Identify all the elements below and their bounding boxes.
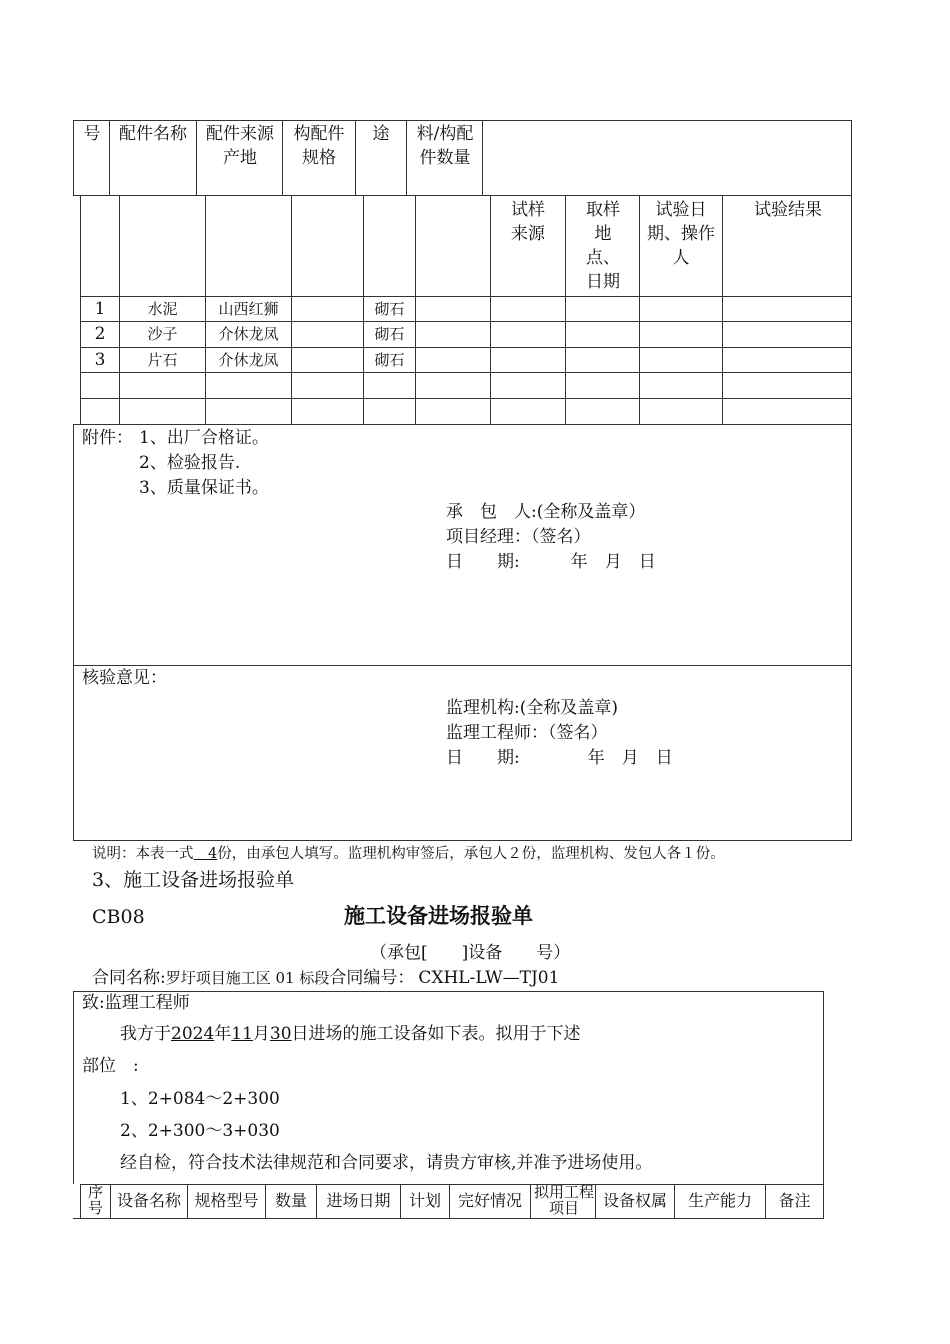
attachments-label: 附件： xyxy=(82,428,133,448)
supervision-org: 监理机构:(全称及盖章) xyxy=(446,698,618,718)
entry-month: 11 xyxy=(231,1024,253,1044)
project-manager-signature: 项目经理：（签名） xyxy=(446,527,591,547)
equip-header-remarks: 备注 xyxy=(778,1191,811,1210)
row-origin: 介休龙凤 xyxy=(218,351,279,369)
contractor-date: 日 期: 年 月 日 xyxy=(446,552,656,572)
equip-header-capacity: 生产能力 xyxy=(687,1191,752,1210)
row-use: 砌石 xyxy=(374,300,405,318)
header-sample-place-date: 取样地点、日期 xyxy=(586,200,620,292)
review-label: 核验意见： xyxy=(82,668,167,688)
letter-line-1 xyxy=(120,1022,581,1046)
equip-header-name: 设备名称 xyxy=(116,1191,181,1210)
row-name: 片石 xyxy=(147,351,178,369)
letter-text: 年 xyxy=(214,1024,232,1044)
contractor-signature: 承 包 人:(全称及盖章） xyxy=(446,502,646,522)
note-before: 说明：本表一式 xyxy=(92,846,194,862)
letter-line-4: 2、2+300～3+030 xyxy=(120,1121,280,1141)
header-no: 号 xyxy=(83,124,101,144)
equip-header-condition: 完好情况 xyxy=(457,1191,522,1210)
row-use: 砌石 xyxy=(374,325,405,343)
row-origin: 山西红狮 xyxy=(218,300,279,318)
form-title: 施工设备进场报验单 xyxy=(344,903,533,928)
review-date: 日 期: 年 月 日 xyxy=(446,748,673,768)
contract-line xyxy=(92,966,559,990)
equip-header-entry-date: 进场日期 xyxy=(326,1191,391,1210)
row-name: 沙子 xyxy=(147,325,178,343)
row-name: 水泥 xyxy=(147,300,178,318)
contract-no-label: 合同编号： xyxy=(329,968,415,988)
header-test-result: 试验结果 xyxy=(754,200,822,220)
header-test-date-operator: 试验日期、操作人 xyxy=(647,200,715,268)
header-part-name: 配件名称 xyxy=(119,124,187,144)
letter-to: 致:监理工程师 xyxy=(82,993,190,1013)
entry-day: 30 xyxy=(269,1024,292,1044)
attachment-item: 1、出厂合格证。 xyxy=(139,428,269,448)
letter-text: 我方于 xyxy=(120,1024,171,1044)
header-spec: 构配件规格 xyxy=(293,124,345,168)
header-sample-source: 试样来源 xyxy=(511,200,545,244)
letter-line-3: 1、2+084～2+300 xyxy=(120,1089,280,1109)
letter-text: 日进场的施工设备如下表。拟用于下述 xyxy=(291,1024,581,1044)
row-origin: 介休龙凤 xyxy=(218,325,279,343)
row-use: 砌石 xyxy=(374,351,405,369)
row-no: 1 xyxy=(94,299,106,319)
contract-name: 罗圩项目施工区 01 标段 xyxy=(165,969,330,987)
form-subtitle: （承包[ ]设备 号） xyxy=(370,943,571,963)
contract-name-label: 合同名称: xyxy=(92,968,166,988)
form-code: CB08 xyxy=(92,906,145,928)
form-note xyxy=(92,844,725,864)
header-quantity: 料/构配件数量 xyxy=(416,124,474,168)
row-no: 3 xyxy=(94,350,106,370)
attachment-item: 2、检验报告. xyxy=(139,453,241,473)
equip-header-model: 规格型号 xyxy=(194,1191,259,1210)
contract-no: CXHL-LW—TJ01 xyxy=(418,968,560,988)
note-copies: 4 xyxy=(193,846,218,862)
equip-header-plan: 计划 xyxy=(408,1191,441,1210)
header-use: 途 xyxy=(372,124,390,144)
equip-header-project: 拟用工程项目 xyxy=(533,1183,594,1217)
section-title: 3、施工设备进场报验单 xyxy=(92,869,295,891)
supervision-engineer: 监理工程师：（签名） xyxy=(446,723,608,743)
entry-year: 2024 xyxy=(171,1024,215,1044)
equip-header-ownership: 设备权属 xyxy=(602,1191,667,1210)
letter-text: 月 xyxy=(252,1024,270,1044)
header-origin: 配件来源产地 xyxy=(206,124,274,168)
letter-line-5: 经自检，符合技术法律规范和合同要求，请贵方审核,并准予进场使用。 xyxy=(120,1153,653,1173)
equip-header-quantity: 数量 xyxy=(274,1191,307,1210)
equip-header-no: 序号 xyxy=(87,1183,103,1217)
attachment-item: 3、质量保证书。 xyxy=(139,478,269,498)
note-after: 份，由承包人填写。监理机构审签后，承包人２份，监理机构、发包人各１份。 xyxy=(217,846,725,862)
row-no: 2 xyxy=(94,324,106,344)
letter-line-2: 部位 : xyxy=(82,1056,139,1076)
